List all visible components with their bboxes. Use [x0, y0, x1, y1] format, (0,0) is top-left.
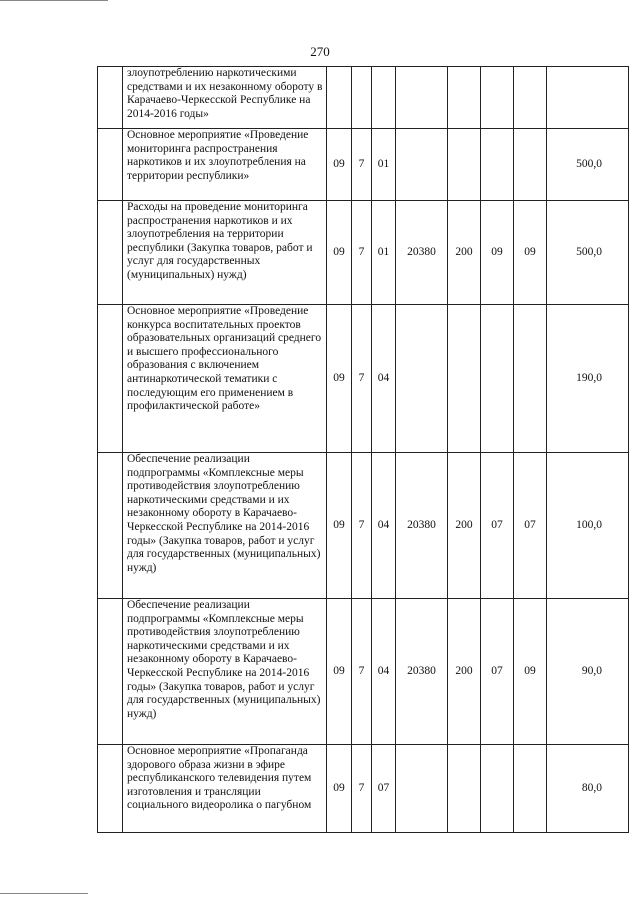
code-cell: 09: [327, 201, 352, 305]
code-cell: [396, 67, 448, 129]
amount-cell: 500,0: [547, 129, 629, 201]
index-cell: [98, 745, 123, 833]
code-cell: [448, 745, 481, 833]
code-cell: 01: [372, 201, 396, 305]
code-cell: [352, 67, 372, 129]
code-cell: 200: [448, 599, 481, 745]
scan-mark-bottom: [0, 893, 88, 894]
code-cell: 09: [481, 201, 514, 305]
code-cell: 20380: [396, 453, 448, 599]
code-cell: 20380: [396, 201, 448, 305]
code-cell: 200: [448, 201, 481, 305]
code-cell: 07: [372, 745, 396, 833]
code-cell: 07: [481, 599, 514, 745]
table-row: [98, 599, 629, 745]
code-cell: 09: [514, 599, 547, 745]
index-cell: [98, 453, 123, 599]
code-cell: [514, 305, 547, 453]
table-row: [98, 67, 629, 129]
table-row: [98, 305, 629, 453]
description-cell: Основное мероприятие «Проведение мониторинга распространения наркотиков и их злоупотребления на территории республики»: [123, 129, 327, 201]
code-cell: 09: [327, 129, 352, 201]
amount-cell: 90,0: [547, 599, 629, 745]
code-cell: [372, 67, 396, 129]
table-row: [98, 745, 629, 833]
description-cell: Расходы на проведение мониторинга распространения наркотиков и их злоупотребления на территории республики (Закупка товаров, работ и услуг для государственных (муниципальных) нужд): [123, 201, 327, 305]
code-cell: 7: [352, 453, 372, 599]
code-cell: 09: [514, 201, 547, 305]
code-cell: [481, 305, 514, 453]
code-cell: 09: [327, 305, 352, 453]
code-cell: [514, 745, 547, 833]
description-cell: Основное мероприятие «Проведение конкурса воспитательных проектов образовательных организаций среднего и высшего профессионального образования с включением антинаркотической тематики с последующим его применением в профилактической работе»: [123, 305, 327, 453]
code-cell: [514, 129, 547, 201]
index-cell: [98, 599, 123, 745]
code-cell: [514, 67, 547, 129]
description-cell: Основное мероприятие «Пропаганда здорового образа жизни в эфире республиканского телевидения путем изготовления и трансляции социального видеоролика о пагубном: [123, 745, 327, 833]
description-cell: Обеспечение реализации подпрограммы «Комплексные меры противодействия злоупотреблению наркотическими средствами и их незаконному обороту в Карачаево-Черкесской Республике на 2014-2016 годы» (Закупка товаров, работ и услуг для государственных (муниципальных) нужд): [123, 599, 327, 745]
amount-cell: [547, 67, 629, 129]
code-cell: 09: [327, 599, 352, 745]
code-cell: [481, 745, 514, 833]
code-cell: [448, 67, 481, 129]
code-cell: 04: [372, 599, 396, 745]
code-cell: 04: [372, 305, 396, 453]
code-cell: [448, 305, 481, 453]
code-cell: 200: [448, 453, 481, 599]
page-number: 270: [310, 44, 330, 59]
code-cell: [481, 129, 514, 201]
code-cell: 04: [372, 453, 396, 599]
code-cell: 7: [352, 599, 372, 745]
index-cell: [98, 305, 123, 453]
code-cell: 07: [481, 453, 514, 599]
amount-cell: 100,0: [547, 453, 629, 599]
code-cell: [481, 67, 514, 129]
index-cell: [98, 67, 123, 129]
scan-mark-top: [0, 0, 108, 1]
index-cell: [98, 201, 123, 305]
code-cell: 7: [352, 745, 372, 833]
amount-cell: 190,0: [547, 305, 629, 453]
index-cell: [98, 129, 123, 201]
code-cell: [396, 305, 448, 453]
code-cell: [396, 129, 448, 201]
table-row: [98, 201, 629, 305]
table-row: [98, 129, 629, 201]
table-row: [98, 453, 629, 599]
code-cell: 7: [352, 201, 372, 305]
code-cell: [396, 745, 448, 833]
description-cell: Обеспечение реализации подпрограммы «Комплексные меры противодействия злоупотреблению наркотическими средствами и их незаконному обороту в Карачаево-Черкесской Республике на 2014-2016 годы» (Закупка товаров, работ и услуг для государственных (муниципальных) нужд): [123, 453, 327, 599]
code-cell: 20380: [396, 599, 448, 745]
code-cell: 7: [352, 129, 372, 201]
description-cell: злоупотреблению наркотическими средствами и их незаконному обороту в Карачаево-Черкесской Республике на 2014-2016 годы»: [123, 67, 327, 129]
code-cell: 01: [372, 129, 396, 201]
amount-cell: 500,0: [547, 201, 629, 305]
code-cell: [327, 67, 352, 129]
code-cell: [448, 129, 481, 201]
budget-table: [97, 66, 629, 833]
amount-cell: 80,0: [547, 745, 629, 833]
code-cell: 7: [352, 305, 372, 453]
code-cell: 09: [327, 453, 352, 599]
code-cell: 09: [327, 745, 352, 833]
code-cell: 07: [514, 453, 547, 599]
